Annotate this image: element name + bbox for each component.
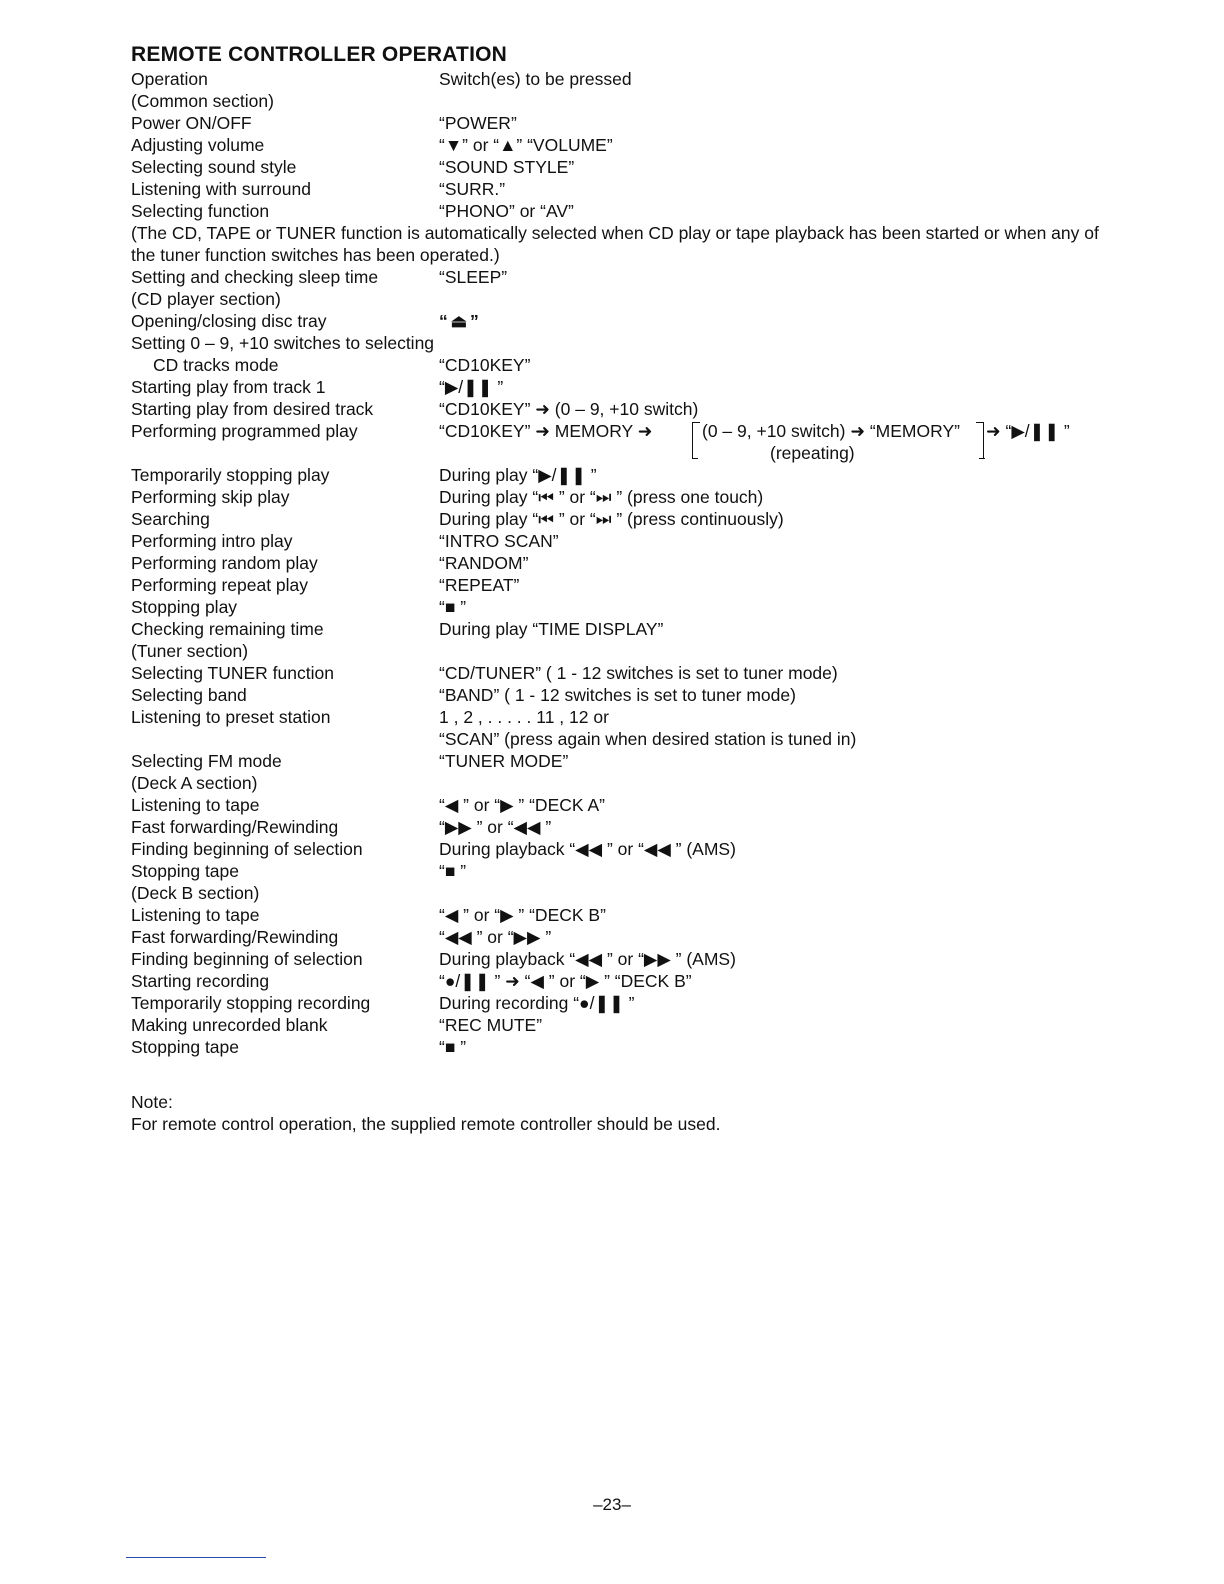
operation-text: Performing repeat play xyxy=(131,575,309,595)
switch-text: “CD10KEY” ➜ (0 – 9, +10 switch) xyxy=(439,399,699,419)
section-label: (Deck A section) xyxy=(131,773,258,793)
switch-text: “◀◀ ” or “▶▶ ” xyxy=(439,927,552,947)
section-label: (Common section) xyxy=(131,91,274,111)
switch-text: “PHONO” or “AV” xyxy=(439,201,574,221)
operation-text: Finding beginning of selection xyxy=(131,839,363,859)
switches-header: Switch(es) to be pressed xyxy=(439,69,632,89)
table-row xyxy=(131,332,1131,354)
bracket-after-text: ➜ “▶/❚❚ ” xyxy=(986,421,1070,441)
operation-text: Stopping tape xyxy=(131,1037,240,1057)
bracket-left xyxy=(692,422,700,459)
table-row xyxy=(131,904,1131,926)
bracket-right xyxy=(976,422,984,459)
operation-text: Listening to tape xyxy=(131,905,260,925)
table-row xyxy=(131,398,1131,420)
operation-text: Checking remaining time xyxy=(131,619,324,639)
switch-text: “INTRO SCAN” xyxy=(439,531,559,551)
table-row xyxy=(131,552,1131,574)
switch-text: 1 , 2 , . . . . . 11 , 12 or xyxy=(439,707,609,727)
document-body xyxy=(131,42,1131,1058)
switch-text: “BAND” ( 1 - 12 switches is set to tuner mode) xyxy=(439,685,796,705)
table-row xyxy=(131,750,1131,772)
switch-text: During play “⏮ ” or “⏭ ” (press continuously) xyxy=(439,509,784,529)
operation-text: Making unrecorded blank xyxy=(131,1015,328,1035)
switch-text: “▼” or “▲” “VOLUME” xyxy=(439,135,613,155)
operation-text: CD tracks mode xyxy=(153,355,279,375)
footer-rule xyxy=(126,1557,266,1558)
switch-text: “CD10KEY” xyxy=(439,355,531,375)
table-row xyxy=(131,992,1131,1014)
switch-text: “■ ” xyxy=(439,1037,467,1057)
switch-text-continued: “SCAN” (press again when desired station is tuned in) xyxy=(439,729,857,749)
operation-text: Performing skip play xyxy=(131,487,290,507)
table-row xyxy=(131,266,1131,288)
table-row xyxy=(131,926,1131,948)
operation-text: Finding beginning of selection xyxy=(131,949,363,969)
table-row xyxy=(131,794,1131,816)
switch-text: “SOUND STYLE” xyxy=(439,157,575,177)
section-label: (Deck B section) xyxy=(131,883,260,903)
switch-text: “■ ” xyxy=(439,597,467,617)
table-row xyxy=(131,376,1131,398)
programmed-play-row xyxy=(131,420,1131,464)
operation-text: Selecting function xyxy=(131,201,270,221)
table-row xyxy=(131,354,1131,376)
table-row xyxy=(131,156,1131,178)
table-row xyxy=(131,1014,1131,1036)
table-row xyxy=(131,970,1131,992)
operation-text: Starting play from track 1 xyxy=(131,377,326,397)
switch-text: “POWER” xyxy=(439,113,517,133)
table-row xyxy=(131,948,1131,970)
header-row xyxy=(131,68,1131,90)
function-note xyxy=(131,222,1131,266)
operation-text: Selecting sound style xyxy=(131,157,297,177)
switch-text: “SURR.” xyxy=(439,179,506,199)
operation-text: Setting and checking sleep time xyxy=(131,267,379,287)
switch-text: “CD10KEY” ➜ MEMORY ➜ xyxy=(439,421,653,441)
note-block xyxy=(131,1091,1131,1135)
operation-text: Performing intro play xyxy=(131,531,293,551)
operation-text: Fast forwarding/Rewinding xyxy=(131,817,339,837)
table-row xyxy=(131,618,1131,640)
operation-text: Opening/closing disc tray xyxy=(131,311,327,331)
switch-text: “◀ ” or “▶ ” “DECK A” xyxy=(439,795,605,815)
table-row xyxy=(131,574,1131,596)
switch-text: During recording “●/❚❚ ” xyxy=(439,993,635,1013)
operation-text: Selecting band xyxy=(131,685,247,705)
section-heading-cd xyxy=(131,288,1131,310)
operation-text: Stopping tape xyxy=(131,861,240,881)
switch-text: During play “⏮ ” or “⏭ ” (press one touch) xyxy=(439,487,764,507)
bracket-inner-text: (0 – 9, +10 switch) ➜ “MEMORY” xyxy=(702,421,960,441)
operation-text: Power ON/OFF xyxy=(131,113,252,133)
table-row xyxy=(131,508,1131,530)
switch-text: “▶▶ ” or “◀◀ ” xyxy=(439,817,552,837)
table-row xyxy=(131,1036,1131,1058)
operation-text: Searching xyxy=(131,509,210,529)
repeating-label: (repeating) xyxy=(770,443,855,463)
operation-text: Listening with surround xyxy=(131,179,311,199)
table-row xyxy=(131,662,1131,684)
function-note-text: (The CD, TAPE or TUNER function is automatically selected when CD play or tape playback has been started or when any of the tuner function switches has been operated.) xyxy=(131,223,1099,265)
switch-text: “SLEEP” xyxy=(439,267,508,287)
table-row xyxy=(131,860,1131,882)
operation-text: Selecting TUNER function xyxy=(131,663,334,683)
page-title: REMOTE CONTROLLER OPERATION xyxy=(131,43,508,66)
table-row xyxy=(131,134,1131,156)
switch-text: “REC MUTE” xyxy=(439,1015,543,1035)
section-label: (Tuner section) xyxy=(131,641,249,661)
operation-text: Stopping play xyxy=(131,597,238,617)
operation-text: Fast forwarding/Rewinding xyxy=(131,927,339,947)
table-row xyxy=(131,112,1131,134)
switch-text: “▶/❚❚ ” xyxy=(439,377,504,397)
operation-text: Listening to tape xyxy=(131,795,260,815)
operation-text: Starting recording xyxy=(131,971,270,991)
operation-text: Temporarily stopping play xyxy=(131,465,330,485)
section-heading-common xyxy=(131,90,1131,112)
operation-text: Selecting FM mode xyxy=(131,751,282,771)
switch-text: “TUNER MODE” xyxy=(439,751,569,771)
operation-text: Adjusting volume xyxy=(131,135,265,155)
note-text: For remote control operation, the supplied remote controller should be used. xyxy=(131,1114,721,1134)
switch-text: During playback “◀◀ ” or “◀◀ ” (AMS) xyxy=(439,839,736,859)
operation-text: Starting play from desired track xyxy=(131,399,374,419)
table-row xyxy=(131,684,1131,706)
switch-text: “RANDOM” xyxy=(439,553,529,573)
operation-text: Setting 0 – 9, +10 switches to selecting xyxy=(131,333,435,353)
table-row xyxy=(131,838,1131,860)
section-heading-tuner xyxy=(131,640,1131,662)
section-label: (CD player section) xyxy=(131,289,281,309)
table-row xyxy=(131,200,1131,222)
switch-text: “◀ ” or “▶ ” “DECK B” xyxy=(439,905,606,925)
switch-text: “CD/TUNER” ( 1 - 12 switches is set to tuner mode) xyxy=(439,663,838,683)
table-row xyxy=(131,530,1131,552)
operation-text: Temporarily stopping recording xyxy=(131,993,371,1013)
table-row xyxy=(131,816,1131,838)
page-number: –23– xyxy=(593,1495,631,1514)
switch-text: During playback “◀◀ ” or “▶▶ ” (AMS) xyxy=(439,949,736,969)
section-heading-deck-b xyxy=(131,882,1131,904)
operation-text: Performing programmed play xyxy=(131,421,358,441)
table-row xyxy=(131,596,1131,618)
table-row xyxy=(131,486,1131,508)
switch-text: “REPEAT” xyxy=(439,575,520,595)
table-row xyxy=(131,178,1131,200)
section-heading-deck-a xyxy=(131,772,1131,794)
table-row xyxy=(131,706,1131,750)
operation-text: Performing random play xyxy=(131,553,318,573)
operation-header: Operation xyxy=(131,69,208,89)
table-row xyxy=(131,310,1131,332)
eject-switch-text: “ ⏏ ” xyxy=(439,311,478,331)
switch-text: During play “▶/❚❚ ” xyxy=(439,465,597,485)
table-row xyxy=(131,464,1131,486)
switch-text: “●/❚❚ ” ➜ “◀ ” or “▶ ” “DECK B” xyxy=(439,971,692,991)
note-label: Note: xyxy=(131,1092,173,1112)
operation-text: Listening to preset station xyxy=(131,707,331,727)
switch-text: “■ ” xyxy=(439,861,467,881)
switch-text: During play “TIME DISPLAY” xyxy=(439,619,664,639)
